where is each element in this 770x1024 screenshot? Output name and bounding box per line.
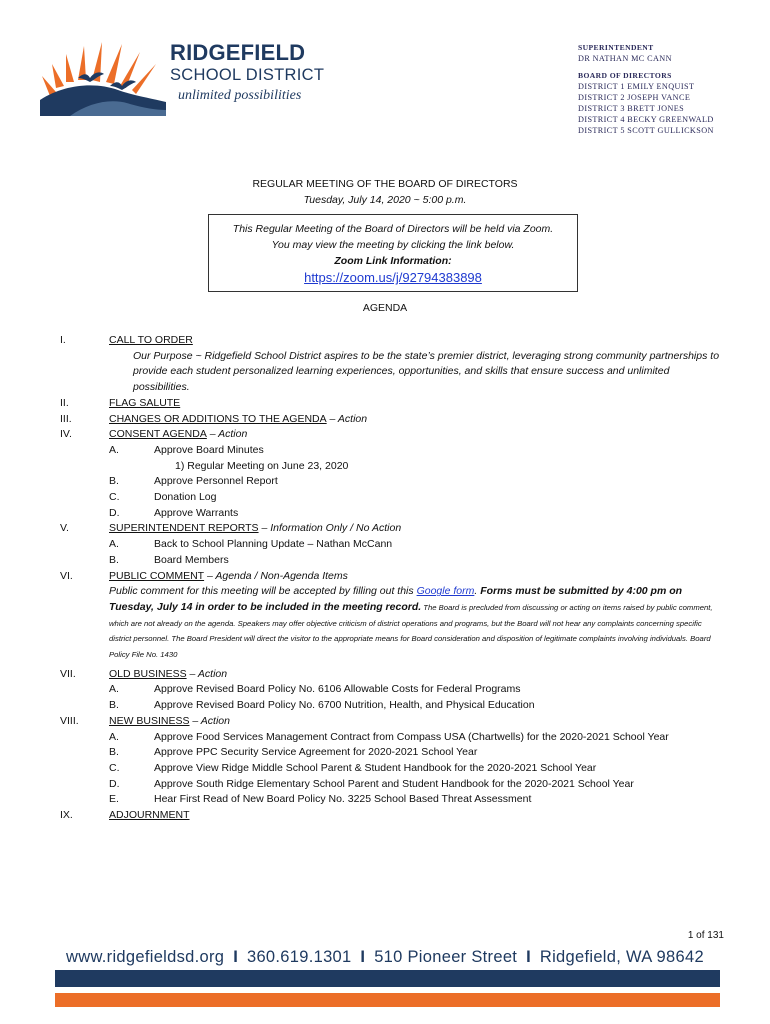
item-number: VI. <box>60 569 73 582</box>
sub-item-letter: B. <box>109 475 119 488</box>
footer-website[interactable]: www.ridgefieldsd.org <box>66 948 225 966</box>
zoom-info-box <box>208 214 578 292</box>
item-number: II. <box>60 396 69 409</box>
sub-item <box>60 777 725 793</box>
item-note: – Action <box>206 428 248 441</box>
sub-item-text: Approve Warrants <box>154 506 239 519</box>
item-number: VII. <box>60 667 76 680</box>
agenda-item <box>60 808 725 824</box>
sub-item-letter: C. <box>109 491 120 504</box>
sub-item-letter: C. <box>109 761 120 774</box>
sub-item <box>60 553 725 569</box>
sub-item-text: Hear First Read of New Board Policy No. 3225 School Based Threat Assessment <box>154 793 532 806</box>
item-note: – Action <box>189 714 230 727</box>
page-number: 1 of 131 <box>687 930 724 941</box>
footer-separator: I <box>526 948 531 966</box>
brand-tagline <box>178 88 301 104</box>
sub-item-text: Approve Revised Board Policy No. 6106 Allowable Costs for Federal Programs <box>154 683 521 696</box>
sub-item <box>60 745 725 761</box>
agenda-item <box>60 569 725 585</box>
sub-item-letter: B. <box>109 699 119 712</box>
sub-item-letter: A. <box>109 683 119 696</box>
footer-bar-navy <box>55 970 720 987</box>
sub-item-text: Board Members <box>154 553 229 566</box>
sub-item-letter: A. <box>109 443 119 456</box>
agenda-item <box>60 333 725 349</box>
sub-item-text: Approve Revised Board Policy No. 6700 Nutrition, Health, and Physical Education <box>154 699 535 712</box>
sub-item-text: Approve View Ridge Middle School Parent & Student Handbook for the 2020-2021 School Year <box>154 761 597 774</box>
agenda-heading: AGENDA <box>362 302 408 314</box>
agenda-item <box>60 714 725 730</box>
sub-sub-item: 1) Regular Meeting on June 23, 2020 <box>175 459 349 472</box>
sub-item <box>60 443 725 459</box>
item-title: FLAG SALUTE <box>109 396 181 409</box>
zoom-line-1: This Regular Meeting of the Board of Directors will be held via Zoom. <box>232 223 554 235</box>
director-5: DISTRICT 5 SCOTT GULLICKSON <box>578 126 714 135</box>
director-2: DISTRICT 2 JOSEPH VANCE <box>578 93 691 102</box>
sub-item-text: Approve PPC Security Service Agreement for 2020-2021 School Year <box>154 746 478 759</box>
agenda-list <box>60 333 725 824</box>
agenda-item <box>60 412 725 428</box>
sub-item <box>60 761 725 777</box>
item-number: IV. <box>60 428 72 441</box>
officials-list <box>578 42 714 136</box>
footer-contact <box>0 948 770 967</box>
footer-phone: 360.619.1301 <box>246 948 352 966</box>
item-number: I. <box>60 334 66 346</box>
sub-item-text: Approve South Ridge Elementary School Parent and Student Handbook for the 2020-2021 School Year <box>154 777 634 790</box>
agenda-item <box>60 521 725 537</box>
pc-text-1: Public comment for this meeting will be accepted by filling out this <box>109 585 417 598</box>
sub-item-text: Back to School Planning Update – Nathan McCann <box>154 538 393 551</box>
item-title: OLD BUSINESS <box>109 667 187 680</box>
sub-item <box>60 537 725 553</box>
agenda-item <box>60 667 725 683</box>
brand-tagline-em: unlimited <box>178 88 231 103</box>
sub-item <box>60 682 725 698</box>
agenda-item <box>60 427 725 443</box>
brand-name: RIDGEFIELD <box>170 40 306 65</box>
director-1: DISTRICT 1 EMILY ENQUIST <box>578 82 695 91</box>
item-title: SUPERINTENDENT REPORTS <box>109 522 259 535</box>
superintendent-heading: SUPERINTENDENT <box>578 43 654 52</box>
zoom-label: Zoom Link Information: <box>334 255 452 267</box>
item-title: PUBLIC COMMENT <box>109 569 205 582</box>
item-note: – Action <box>326 412 368 425</box>
brand-district: SCHOOL DISTRICT <box>170 66 325 84</box>
sunrise-bird-logo-icon <box>40 38 170 116</box>
sub-item-text: Donation Log <box>154 491 217 504</box>
sub-item-letter: A. <box>109 538 119 551</box>
meeting-date: Tuesday, July 14, 2020 ~ 5:00 p.m. <box>303 194 467 206</box>
sub-item-letter: A. <box>109 730 119 743</box>
sub-item-text: Approve Board Minutes <box>154 443 264 456</box>
sub-item-text: Approve Personnel Report <box>154 475 278 488</box>
item-title: ADJOURNMENT <box>109 809 190 822</box>
pc-deadline: Forms must be submitted by 4:00 pm on Tuesday, July 14 in order to be included in the meeting record. <box>109 585 683 613</box>
purpose-statement: Our Purpose ~ Ridgefield School District aspires to be the state’s premier district, leveraging strong community partnerships to provide each student personalized learning experiences, opportunities, and skills that ensure success and unlimited possibilities. <box>133 349 720 394</box>
footer-separator: I <box>233 948 239 966</box>
item-number: IX. <box>60 809 73 822</box>
sub-item <box>60 474 725 490</box>
pc-text-2: . <box>474 585 481 598</box>
public-comment-text <box>109 584 725 663</box>
superintendent-name: DR NATHAN MC CANN <box>578 54 672 63</box>
board-heading: BOARD OF DIRECTORS <box>578 71 672 80</box>
sub-item-letter: B. <box>109 553 119 566</box>
director-4: DISTRICT 4 BECKY GREENWALD <box>578 115 714 124</box>
brand-tagline-rest: possibilities <box>230 88 302 103</box>
sub-item <box>60 698 725 714</box>
zoom-line-2: You may view the meeting by clicking the link below. <box>271 239 515 251</box>
footer-city: Ridgefield, WA 98642 <box>539 948 704 966</box>
meeting-title-block <box>0 176 770 208</box>
item-title: CHANGES OR ADDITIONS TO THE AGENDA <box>109 412 327 425</box>
sub-item-letter: E. <box>109 793 119 806</box>
sub-item <box>60 506 725 522</box>
sub-item-text: Approve Food Services Management Contract from Compass USA (Chartwells) for the 2020-2021 School Year <box>154 730 669 743</box>
meeting-title: REGULAR MEETING OF THE BOARD OF DIRECTORS <box>252 178 518 190</box>
zoom-link[interactable]: https://zoom.us/j/92794383898 <box>304 270 482 285</box>
district-logo <box>40 38 330 116</box>
sub-item-letter: B. <box>109 746 119 759</box>
item-note: – Agenda / Non-Agenda Items <box>204 569 348 582</box>
agenda-item <box>60 396 725 412</box>
item-title: CALL TO ORDER <box>109 334 193 346</box>
item-note: – Action <box>186 667 228 680</box>
director-3: DISTRICT 3 BRETT JONES <box>578 104 685 113</box>
item-number: V. <box>60 522 69 535</box>
footer-bar-orange <box>55 993 720 1007</box>
sub-item-letter: D. <box>109 506 120 519</box>
google-form-link[interactable]: Google form <box>416 585 475 598</box>
item-number: VIII. <box>60 714 79 727</box>
sub-item <box>60 792 725 808</box>
item-number: III. <box>60 412 72 425</box>
item-title: NEW BUSINESS <box>109 714 190 727</box>
item-note: – Information Only / No Action <box>258 522 402 535</box>
footer-separator: I <box>360 948 366 966</box>
sub-item <box>60 490 725 506</box>
sub-item-letter: D. <box>109 777 120 790</box>
pc-policy-note: The Board is precluded from discussing or acting on items raised by public comment, which are not already on the agenda. Speakers may offer objective criticism of district operations and programs, but the Board will not hear any complaints concerning specific district personnel. The Board President will direct the visitor to the appropriate means for Board consideration and disposition of legitimate complaints involving individuals. Board Policy File No. 1430 <box>109 602 713 660</box>
footer-address: 510 Pioneer Street <box>374 948 518 966</box>
sub-item <box>60 730 725 746</box>
item-title: CONSENT AGENDA <box>109 428 207 441</box>
